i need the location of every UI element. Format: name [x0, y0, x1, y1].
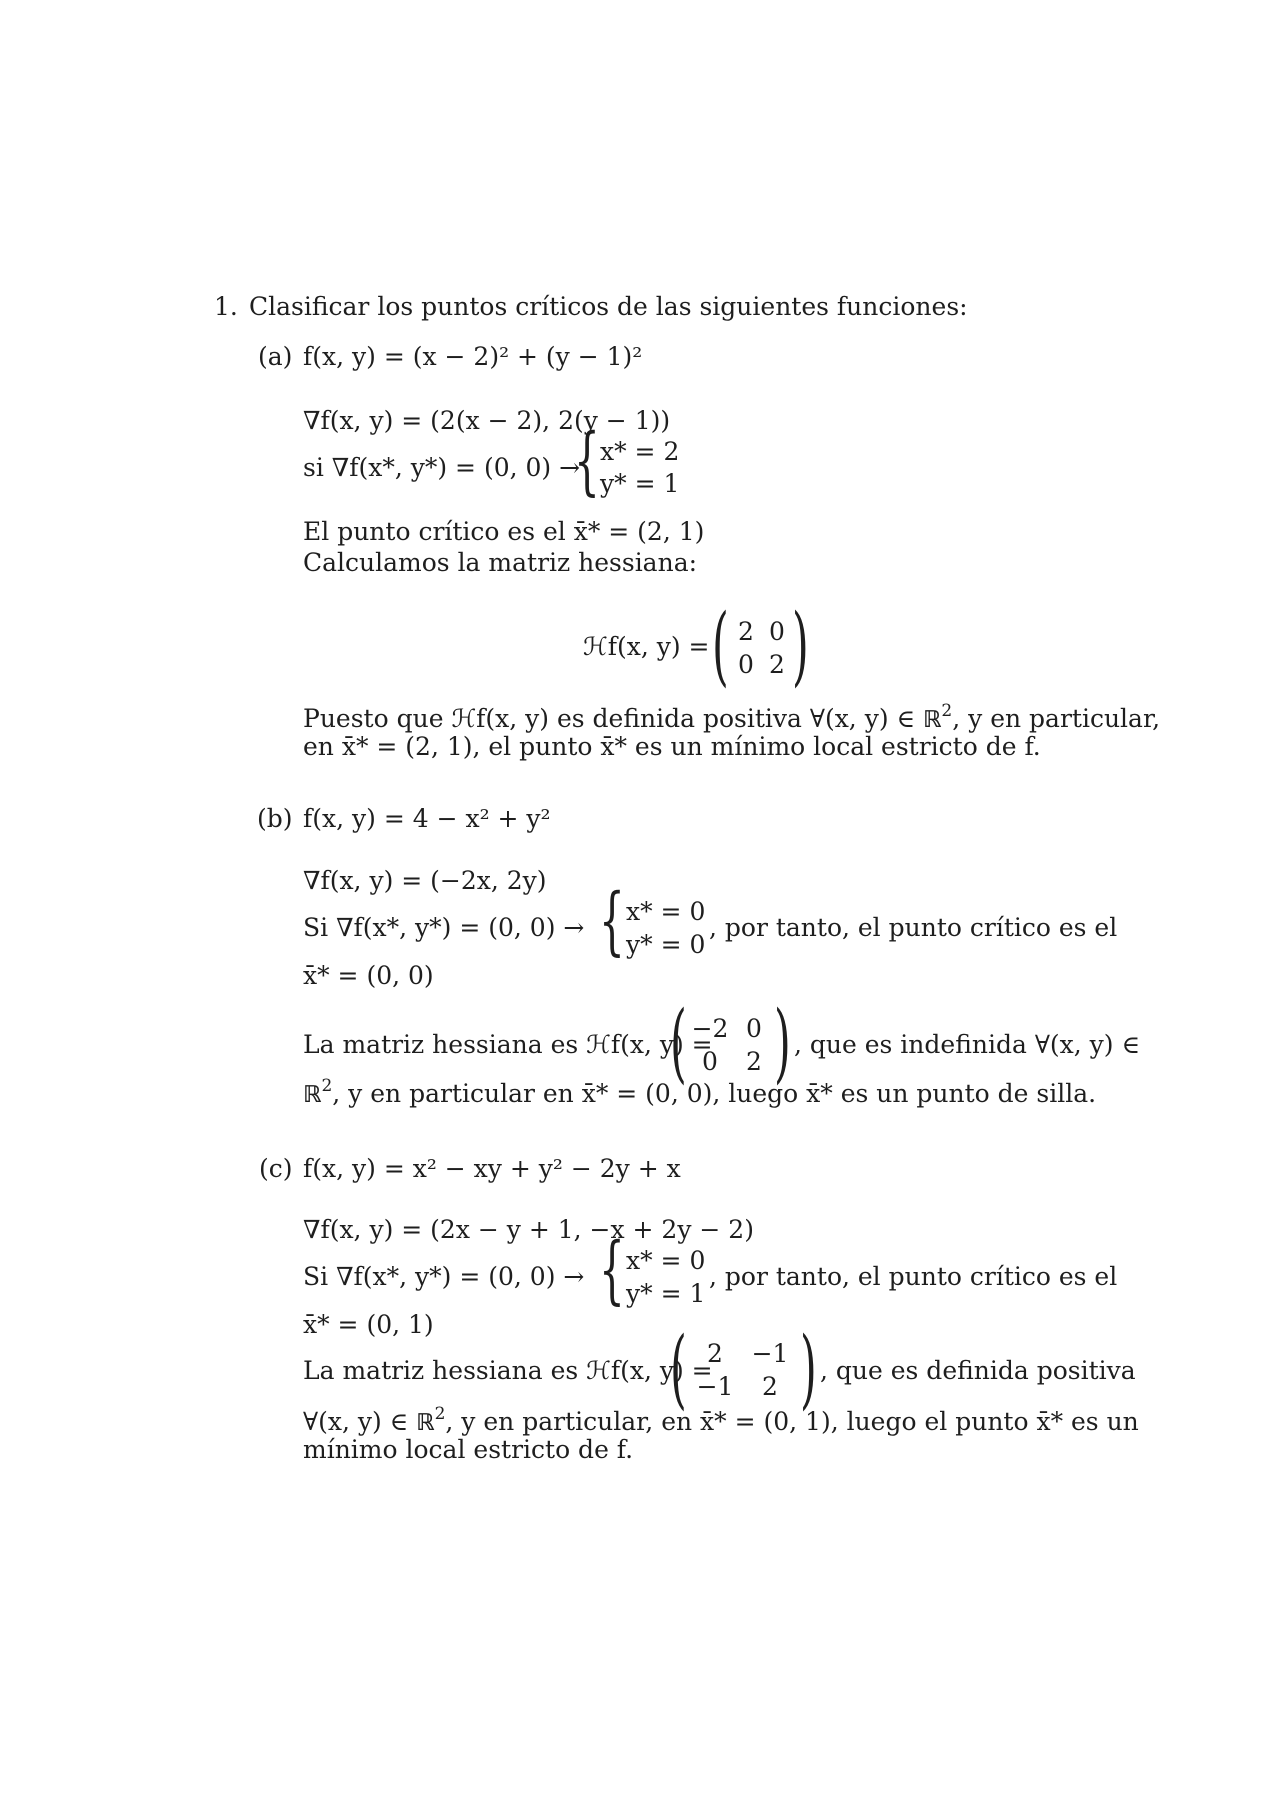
part-b-conclusion-text: , y en particular en x̄* = (0, 0), luego x̄* es un punto de silla. — [332, 1079, 1097, 1108]
matrix-cell: 2 — [769, 650, 785, 679]
part-c-system-x: x* = 0 — [626, 1246, 706, 1275]
part-c-hessian-after: , que es definida positiva — [820, 1356, 1136, 1385]
reals-exponent: 2 — [434, 1404, 446, 1424]
part-b-function: f(x, y) = 4 − x² + y² — [303, 804, 551, 833]
part-c-hessian-intro: La matriz hessiana es ℋf(x, y) = — [303, 1356, 713, 1385]
matrix-cell: −2 — [691, 1014, 729, 1043]
right-paren-icon: ) — [774, 993, 791, 1093]
matrix-cell: 0 — [746, 1014, 762, 1043]
part-c-critical-point: x̄* = (0, 1) — [303, 1310, 434, 1339]
part-a-hessian-intro: Calculamos la matriz hessiana: — [303, 548, 698, 577]
part-b-label: (b) — [257, 804, 293, 833]
matrix-cell: 0 — [738, 650, 754, 679]
left-brace-icon: { — [599, 1227, 625, 1313]
part-c-conclusion-line1 — [303, 1404, 1139, 1436]
reals-exponent: 2 — [941, 701, 953, 721]
part-c-system-y: y* = 1 — [626, 1279, 706, 1308]
part-a-conclusion-text: , y en particular, — [952, 704, 1161, 733]
part-b-hessian-after: , que es indefinida ∀(x, y) ∈ — [794, 1030, 1140, 1059]
part-a-conclusion-text: Puesto que ℋf(x, y) es definida positiva ∀(x, y) ∈ — [303, 704, 923, 733]
matrix-cell: −1 — [696, 1372, 734, 1401]
matrix-cell: 2 — [738, 617, 754, 646]
part-a-system-y: y* = 1 — [600, 469, 680, 498]
part-a-conclusion-line1 — [303, 701, 1161, 733]
left-brace-icon: { — [574, 418, 600, 504]
part-a-condition: si ∇f(x*, y*) = (0, 0) → — [303, 453, 581, 482]
reals-symbol: ℝ — [303, 1082, 322, 1108]
part-c-condition-suffix: , por tanto, el punto crítico es el — [709, 1262, 1118, 1291]
part-c-gradient: ∇f(x, y) = (2x − y + 1, −x + 2y − 2) — [303, 1215, 754, 1244]
part-c-condition: Si ∇f(x*, y*) = (0, 0) → — [303, 1262, 585, 1291]
problem-number: 1. — [214, 292, 238, 321]
part-c-conclusion-text: , y en particular, en x̄* = (0, 1), luego el punto x̄* es un — [445, 1407, 1139, 1436]
part-a-hessian-lhs: ℋf(x, y) = — [583, 632, 710, 661]
part-b-conclusion — [303, 1078, 1096, 1107]
part-b-critical-point: x̄* = (0, 0) — [303, 961, 434, 990]
reals-symbol: ℝ — [416, 1410, 435, 1436]
part-c-conclusion-text: ∀(x, y) ∈ — [303, 1407, 417, 1436]
matrix-cell: −1 — [751, 1339, 789, 1368]
part-a-conclusion-line2: en x̄* = (2, 1), el punto x̄* es un mínimo local estricto de f. — [303, 732, 1041, 761]
matrix-cell: 2 — [707, 1339, 723, 1368]
part-b-condition: Si ∇f(x*, y*) = (0, 0) → — [303, 913, 585, 942]
problem-title: Clasificar los puntos críticos de las siguientes funciones: — [249, 292, 968, 321]
matrix-cell: 2 — [762, 1372, 778, 1401]
reals-exponent: 2 — [321, 1076, 333, 1096]
part-a-label: (a) — [258, 342, 293, 371]
matrix-cell: 2 — [746, 1047, 762, 1076]
left-paren-icon: ( — [712, 596, 729, 696]
left-paren-icon: ( — [670, 1319, 687, 1419]
reals-symbol: ℝ — [922, 707, 942, 733]
right-paren-icon: ) — [800, 1319, 817, 1419]
part-c-conclusion-line2: mínimo local estricto de f. — [303, 1435, 634, 1464]
right-paren-icon: ) — [792, 596, 809, 696]
matrix-cell: 0 — [769, 617, 785, 646]
part-a-gradient: ∇f(x, y) = (2(x − 2), 2(y − 1)) — [303, 406, 671, 435]
part-c-function: f(x, y) = x² − xy + y² − 2y + x — [303, 1154, 681, 1183]
left-paren-icon: ( — [670, 993, 687, 1093]
part-b-system-y: y* = 0 — [626, 930, 706, 959]
part-a-system-x: x* = 2 — [600, 437, 680, 466]
part-b-gradient: ∇f(x, y) = (−2x, 2y) — [303, 866, 547, 895]
part-b-system-x: x* = 0 — [626, 897, 706, 926]
part-a-critical-point: El punto crítico es el x̄* = (2, 1) — [303, 517, 705, 546]
part-b-condition-suffix: , por tanto, el punto crítico es el — [709, 913, 1118, 942]
matrix-cell: 0 — [702, 1047, 718, 1076]
part-a-function: f(x, y) = (x − 2)² + (y − 1)² — [303, 342, 643, 371]
part-c-label: (c) — [259, 1154, 293, 1183]
left-brace-icon: { — [599, 878, 625, 964]
part-b-hessian-intro: La matriz hessiana es ℋf(x, y) = — [303, 1030, 713, 1059]
